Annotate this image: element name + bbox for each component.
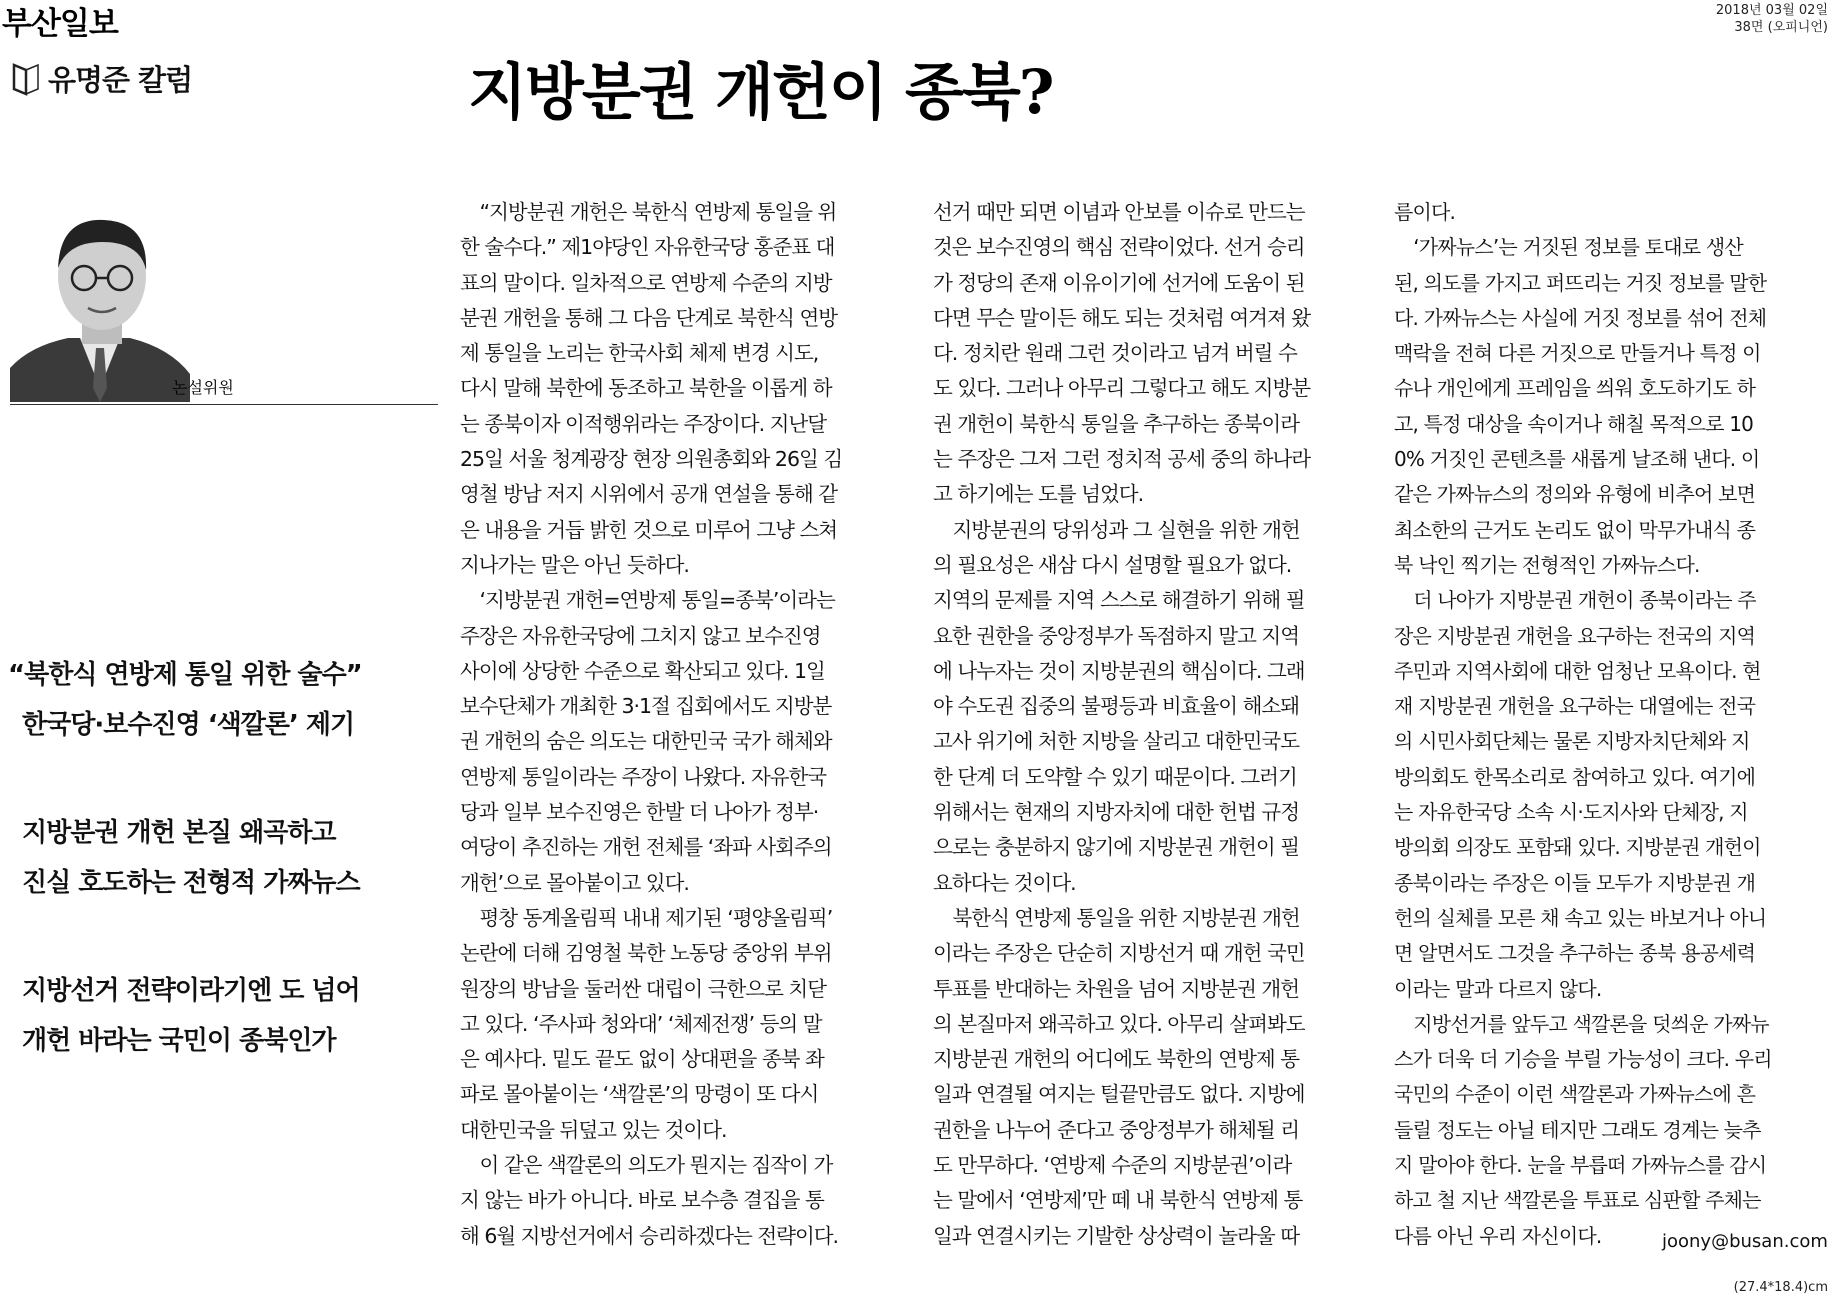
author-email[interactable]: joony@busan.com — [1662, 1231, 1828, 1252]
body-text-line: 제 통일을 노리는 한국사회 체제 변경 시도, — [460, 341, 819, 366]
body-text-line: 맥락을 전혀 다른 거짓으로 만들거나 특정 이 — [1394, 341, 1761, 366]
body-text-line: 종북이라는 주장은 이들 모두가 지방분권 개 — [1394, 870, 1756, 895]
body-text-line: 헌의 실체를 모른 채 속고 있는 바보거나 아니 — [1394, 905, 1767, 930]
body-text-line: ‘가짜뉴스’는 거짓된 정보를 토대로 생산 — [1394, 235, 1743, 260]
body-text-line: 위해서는 현재의 지방자치에 대한 헌법 규정 — [933, 800, 1300, 825]
body-column-3 — [1394, 195, 1818, 1254]
body-text-line: 일과 연결시키는 기발한 상상력이 놀라울 따 — [933, 1223, 1300, 1248]
body-text-line: 는 주장은 그저 그런 정치적 공세 중의 하나라 — [933, 447, 1311, 472]
body-text-line: 여당이 추진하는 개헌 전체를 ‘좌파 사회주의 — [460, 835, 832, 860]
body-text-line: 의 시민사회단체는 물론 지방자치단체와 지 — [1394, 729, 1750, 754]
body-text-line: 다. 정치란 원래 그런 것이라고 넘겨 버릴 수 — [933, 341, 1297, 366]
column-name-text: 유명준 칼럼 — [48, 63, 193, 97]
body-text-line: 의 필요성은 새삼 다시 설명할 필요가 없다. — [933, 552, 1292, 577]
body-text-line: 보수단체가 개최한 3·1절 집회에서도 지방분 — [460, 694, 832, 719]
body-text-line: 는 자유한국당 소속 시·도지사와 단체장, 지 — [1394, 800, 1748, 825]
body-text-line: 투표를 반대하는 차원을 넘어 지방분권 개헌 — [933, 976, 1300, 1001]
body-text-line: 25일 서울 청계광장 현장 의원총회와 26일 김 — [460, 447, 843, 472]
body-text-line: 같은 가짜뉴스의 정의와 유형에 비추어 보면 — [1394, 482, 1756, 507]
book-icon — [10, 61, 44, 97]
body-text-line: 된, 의도를 가지고 퍼뜨리는 거짓 정보를 말한 — [1394, 270, 1767, 295]
author-role: 논설위원 — [172, 378, 234, 397]
clip-size: (27.4*18.4)cm — [1733, 1280, 1828, 1295]
body-text-line: 한 단계 더 도약할 수 있기 때문이다. 그러기 — [933, 764, 1297, 789]
body-text-line: 분권 개헌을 통해 그 다음 단계로 북한식 연방 — [460, 305, 838, 330]
body-text-line: 원장의 방남을 둘러싼 대립이 극한으로 치닫 — [460, 976, 827, 1001]
body-text-line: 북 낙인 찍기는 전형적인 가짜뉴스다. — [1394, 552, 1700, 577]
pullquote-line: “북한식 연방제 통일 위한 술수” — [8, 660, 362, 690]
body-text-line: 방의회 의장도 포함돼 있다. 지방분권 개헌이 — [1394, 835, 1761, 860]
body-text-line: 은 예사다. 밑도 끝도 없이 상대편을 종북 좌 — [460, 1047, 824, 1072]
body-text-line: 재 지방분권 개헌을 요구하는 대열에는 전국 — [1394, 694, 1756, 719]
body-text-line: 다면 무슨 말이든 해도 되는 것처럼 여겨져 왔 — [933, 305, 1311, 330]
body-text-line: 최소한의 근거도 논리도 없이 막무가내식 종 — [1394, 517, 1756, 542]
body-text-line: 국민의 수준이 이런 색깔론과 가짜뉴스에 흔 — [1394, 1082, 1756, 1107]
body-text-line: 도 만무하다. ‘연방제 수준의 지방분권’이라 — [933, 1153, 1292, 1178]
body-text-line: 들릴 정도는 아닐 테지만 그래도 경계는 늦추 — [1394, 1117, 1761, 1142]
body-text-line: 지방분권 개헌의 어디에도 북한의 연방제 통 — [933, 1047, 1300, 1072]
body-text-line: 선거 때만 되면 이념과 안보를 이슈로 만드는 — [933, 200, 1305, 224]
body-text-line: 요하다는 것이다. — [933, 870, 1076, 895]
body-column-2 — [933, 195, 1373, 1254]
author-photo — [10, 198, 190, 402]
body-text-line: 한 술수다.” 제1야당인 자유한국당 홍준표 대 — [460, 235, 835, 260]
body-text-line: 는 말에서 ‘연방제’만 떼 내 북한식 연방제 통 — [933, 1188, 1303, 1213]
body-text-line: 더 나아가 지방분권 개헌이 종북이라는 주 — [1394, 588, 1756, 613]
publication-meta — [1716, 2, 1828, 36]
body-text-line: 으로는 충분하지 않기에 지방분권 개헌이 필 — [933, 835, 1300, 860]
body-text-line: 지 말아야 한다. 눈을 부릅떠 가짜뉴스를 감시 — [1394, 1153, 1767, 1178]
pullquote-line: 지방분권 개헌 본질 왜곡하고 — [22, 818, 336, 848]
body-text-line: 고사 위기에 처한 지방을 살리고 대한민국도 — [933, 729, 1300, 754]
newspaper-masthead: 부산일보 — [2, 6, 118, 42]
body-text-line: 하고 철 지난 색깔론을 투표로 심판할 주체는 — [1394, 1188, 1761, 1213]
author-portrait — [10, 198, 190, 402]
body-text-line: 권 개헌이 북한식 통일을 추구하는 종북이라 — [933, 411, 1300, 436]
body-text-line: 에 나누자는 것이 지방분권의 핵심이다. 그래 — [933, 658, 1305, 683]
body-text-line: “지방분권 개헌은 북한식 연방제 통일을 위 — [460, 200, 837, 224]
body-text-line: ‘지방분권 개헌=연방제 통일=종북’이라는 — [460, 588, 835, 613]
body-text-line: 름이다. — [1394, 200, 1456, 224]
body-text-line: 대한민국을 뒤덮고 있는 것이다. — [460, 1117, 727, 1142]
body-text-line: 다시 말해 북한에 동조하고 북한을 이롭게 하 — [460, 376, 832, 401]
divider — [10, 404, 438, 405]
body-text-line: 요한 권한을 중앙정부가 독점하지 말고 지역 — [933, 623, 1300, 648]
body-text-line: 도 있다. 그러나 아무리 그렇다고 해도 지방분 — [933, 376, 1311, 401]
pullquote-2 — [22, 808, 438, 908]
body-text-line: 해 6월 지방선거에서 승리하겠다는 전략이다. — [460, 1223, 839, 1248]
body-text-line: 장은 지방분권 개헌을 요구하는 전국의 지역 — [1394, 623, 1756, 648]
body-text-line: 지방선거를 앞두고 색깔론을 덧씌운 가짜뉴 — [1394, 1011, 1769, 1036]
body-text-line: 권한을 나누어 준다고 중앙정부가 해체될 리 — [933, 1117, 1300, 1142]
pullquote-1 — [8, 650, 424, 750]
body-column-1 — [460, 195, 900, 1254]
body-text-line: 주민과 지역사회에 대한 엄청난 모욕이다. 현 — [1394, 658, 1761, 683]
body-text-line: 다. 가짜뉴스는 사실에 거짓 정보를 섞어 전체 — [1394, 305, 1767, 330]
body-text-line: 고, 특정 대상을 속이거나 해칠 목적으로 10 — [1394, 411, 1754, 436]
body-text-line: 다름 아닌 우리 자신이다. — [1394, 1223, 1602, 1248]
body-text-line: 은 내용을 거듭 밝힌 것으로 미루어 그냥 스쳐 — [460, 517, 838, 542]
pullquote-line: 진실 호도하는 전형적 가짜뉴스 — [22, 868, 360, 898]
body-text-line: 영철 방남 저지 시위에서 공개 연설을 통해 같 — [460, 482, 838, 507]
page-section: 38면 (오피니언) — [1734, 20, 1828, 35]
pullquote-line: 지방선거 전략이라기엔 도 넘어 — [22, 976, 360, 1006]
body-text-line: 스가 더욱 더 기승을 부릴 가능성이 크다. 우리 — [1394, 1047, 1772, 1072]
pullquote-3 — [22, 966, 438, 1066]
body-text-line: 는 종북이자 이적행위라는 주장이다. 지난달 — [460, 411, 827, 436]
body-text-line: 이라는 말과 다르지 않다. — [1394, 976, 1602, 1001]
body-text-line: 0% 거짓인 콘텐츠를 새롭게 날조해 낸다. 이 — [1394, 447, 1760, 472]
pullquote-line: 한국당·보수진영 ‘색깔론’ 제기 — [22, 710, 355, 740]
body-text-line: 주장은 자유한국당에 그치지 않고 보수진영 — [460, 623, 821, 648]
body-text-line: 야 수도권 집중의 불평등과 비효율이 해소돼 — [933, 694, 1300, 719]
body-text-line: 가 정당의 존재 이유이기에 선거에 도움이 된 — [933, 270, 1305, 295]
column-name — [10, 58, 192, 99]
body-text-line: 지역의 문제를 지역 스스로 해결하기 위해 필 — [933, 588, 1305, 613]
body-text-line: 의 본질마저 왜곡하고 있다. 아무리 살펴봐도 — [933, 1011, 1305, 1036]
headline: 지방분권 개헌이 종북? — [468, 57, 1053, 128]
body-text-line: 표의 말이다. 일차적으로 연방제 수준의 지방 — [460, 270, 832, 295]
body-text-line: 고 있다. ‘주사파 청와대’ ‘체제전쟁’ 등의 말 — [460, 1011, 822, 1036]
pullquote-line: 개헌 바라는 국민이 종북인가 — [22, 1026, 336, 1056]
body-text-line: 지방분권의 당위성과 그 실현을 위한 개헌 — [933, 517, 1300, 542]
body-text-line: 지나가는 말은 아닌 듯하다. — [460, 552, 689, 577]
publication-date: 2018년 03월 02일 — [1715, 3, 1828, 18]
body-text-line: 고 하기에는 도를 넘었다. — [933, 482, 1144, 507]
body-text-line: 논란에 더해 김영철 북한 노동당 중앙위 부위 — [460, 941, 832, 966]
body-text-line: 북한식 연방제 통일을 위한 지방분권 개헌 — [933, 905, 1300, 930]
body-text-line: 파로 몰아붙이는 ‘색깔론’의 망령이 또 다시 — [460, 1082, 819, 1107]
body-text-line: 연방제 통일이라는 주장이 나왔다. 자유한국 — [460, 764, 827, 789]
body-text-line: 방의회도 한목소리로 참여하고 있다. 여기에 — [1394, 764, 1756, 789]
body-text-line: 당과 일부 보수진영은 한발 더 나아가 정부· — [460, 800, 819, 825]
body-text-line: 이라는 주장은 단순히 지방선거 때 개헌 국민 — [933, 941, 1305, 966]
body-text-line: 이 같은 색깔론의 의도가 뭔지는 짐작이 가 — [460, 1153, 833, 1178]
body-text-line: 슈나 개인에게 프레임을 씌워 호도하기도 하 — [1394, 376, 1756, 401]
body-text-line: 것은 보수진영의 핵심 전략이었다. 선거 승리 — [933, 235, 1305, 260]
body-text-line: 권 개헌의 숨은 의도는 대한민국 국가 해체와 — [460, 729, 832, 754]
body-text-line: 일과 연결될 여지는 털끝만큼도 없다. 지방에 — [933, 1082, 1305, 1107]
body-text-line: 사이에 상당한 수준으로 확산되고 있다. 1일 — [460, 658, 825, 683]
body-text-line: 개헌’으로 몰아붙이고 있다. — [460, 870, 689, 895]
body-text-line: 면 알면서도 그것을 추구하는 종북 용공세력 — [1394, 941, 1756, 966]
body-text-line: 평창 동계올림픽 내내 제기된 ‘평양올림픽’ — [460, 905, 833, 930]
body-text-line: 지 않는 바가 아니다. 바로 보수층 결집을 통 — [460, 1188, 824, 1213]
